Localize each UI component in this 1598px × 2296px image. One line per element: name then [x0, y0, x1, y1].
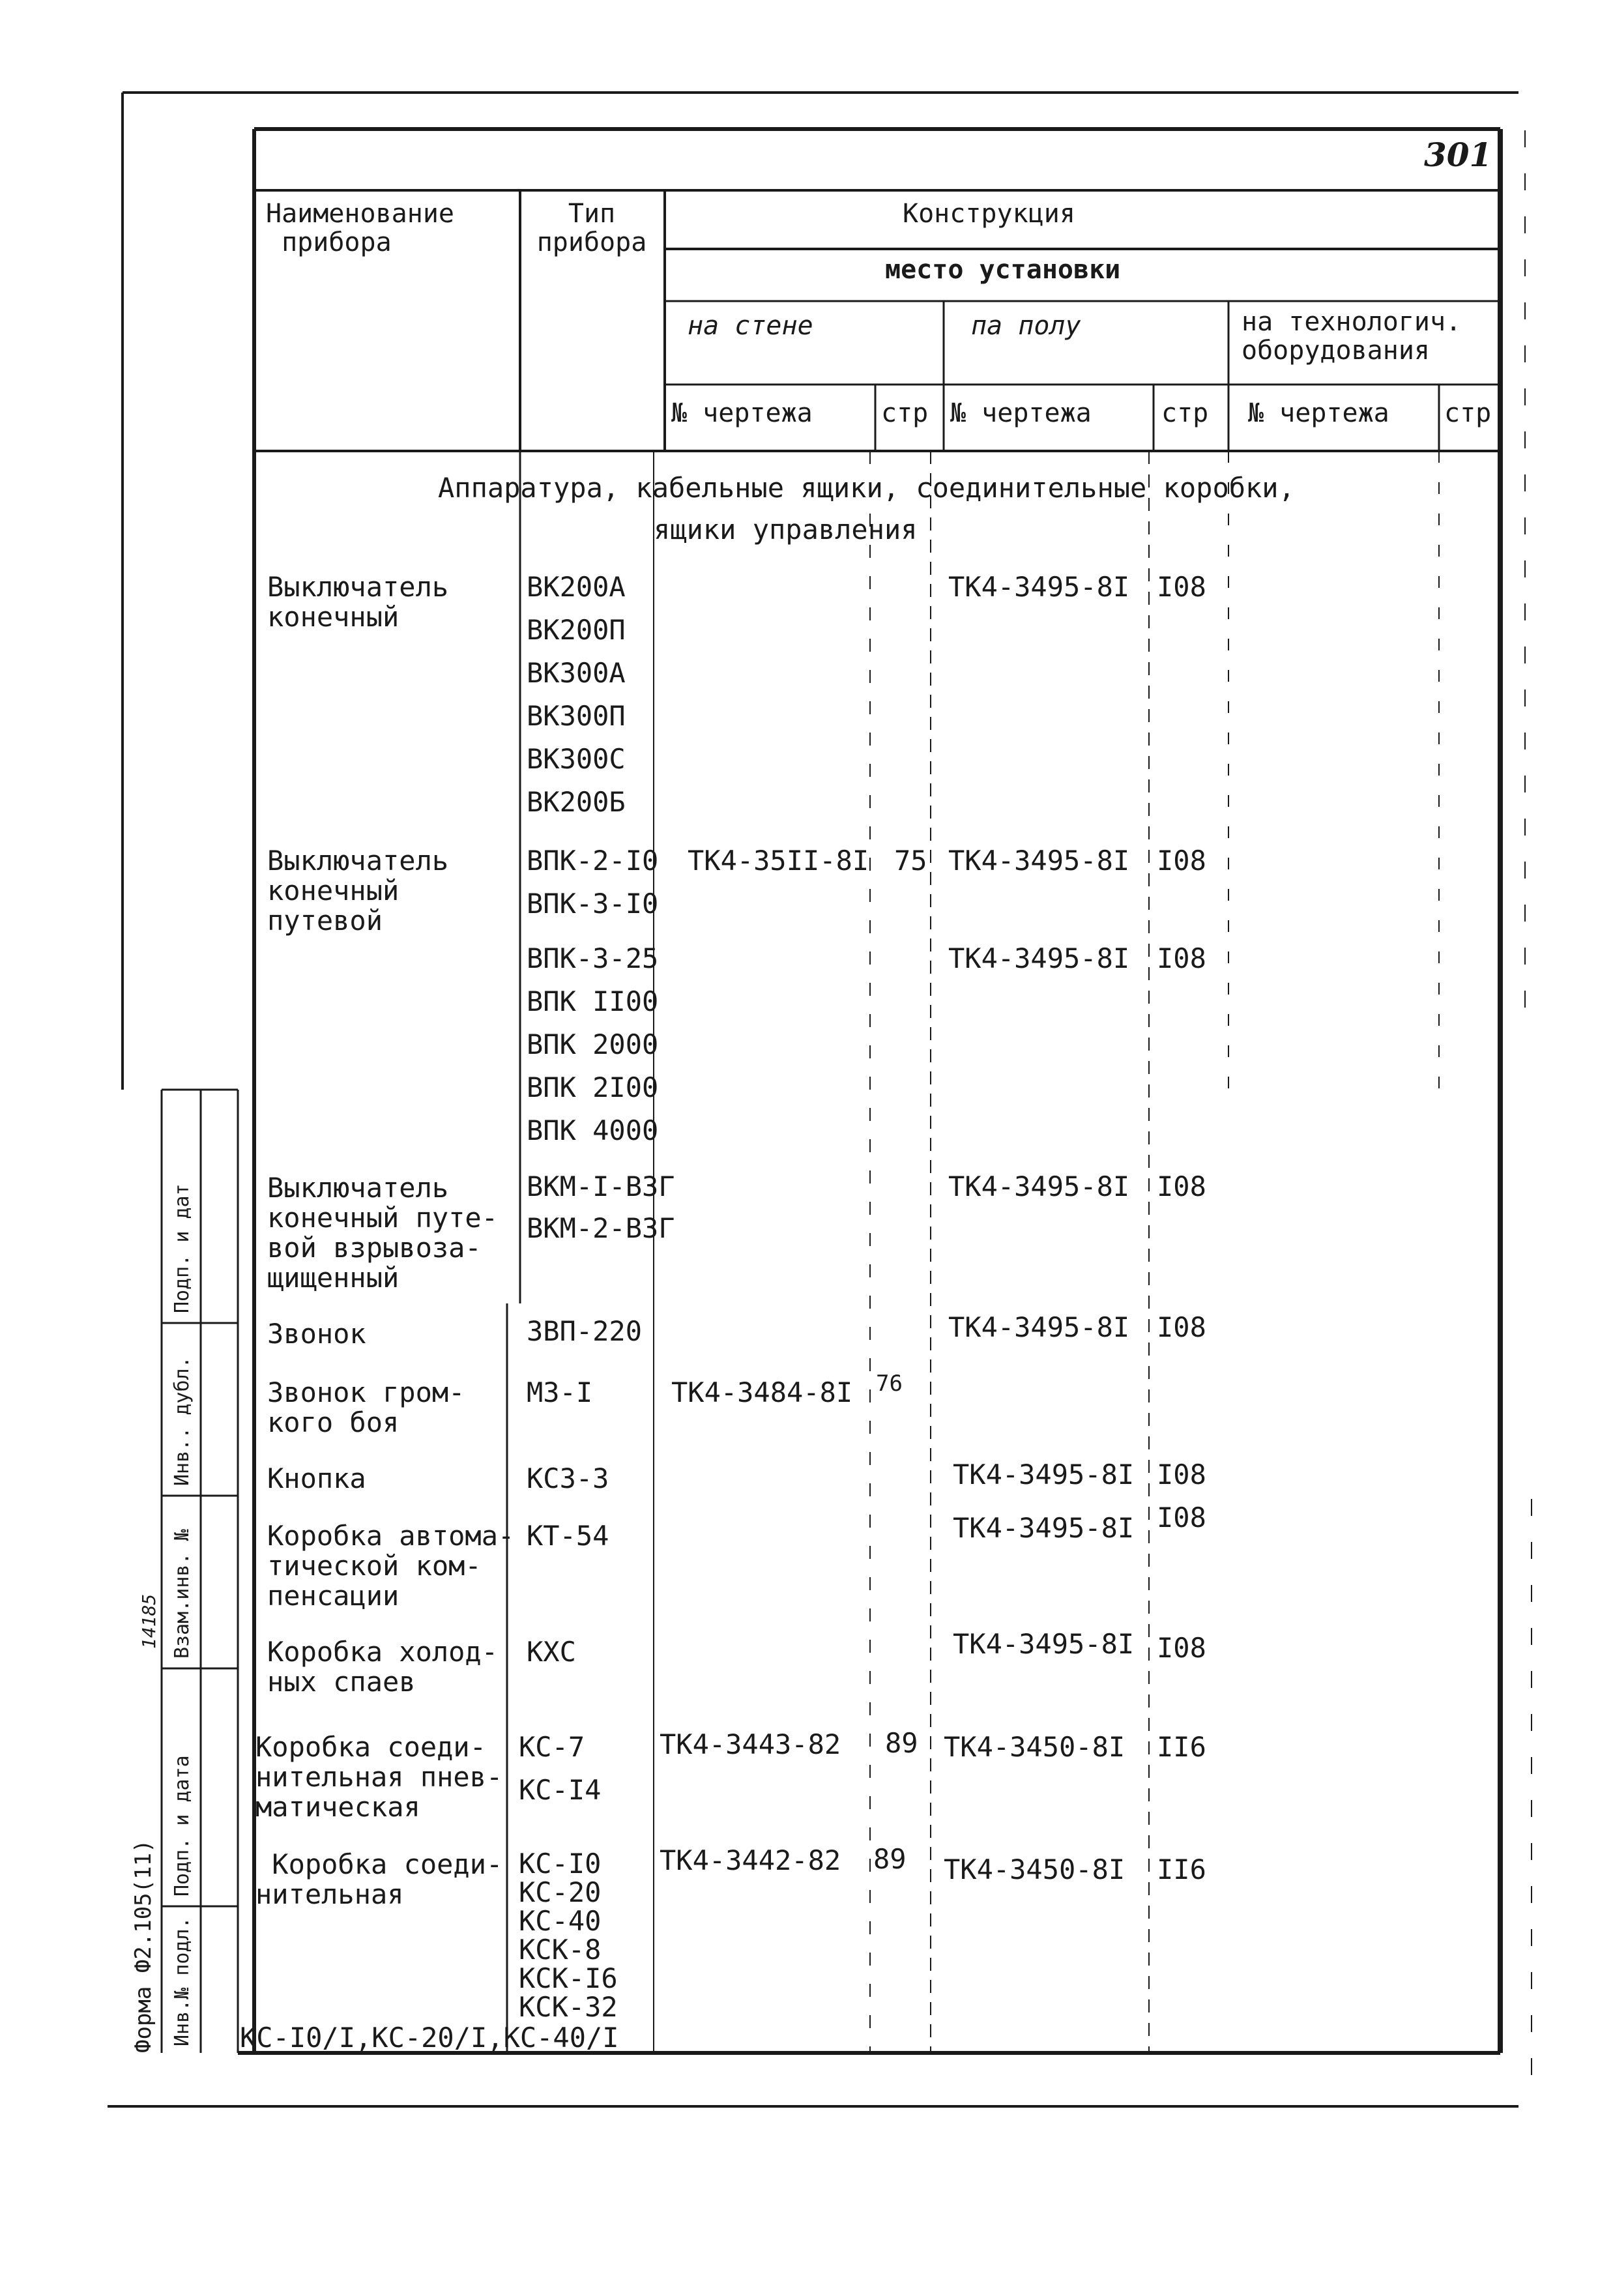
- row-type: КХС: [527, 1636, 576, 1668]
- floor-drawing: ТК4-3450-8I: [944, 1731, 1126, 1763]
- row-type: ВК200А: [527, 571, 626, 603]
- header-equipment: на технологич. оборудования: [1242, 307, 1462, 366]
- header-page-equipment: стр: [1444, 398, 1492, 428]
- wall-page: 76: [876, 1371, 903, 1397]
- header-drawing-floor: № чертежа: [950, 398, 1092, 428]
- floor-page: I08: [1157, 1632, 1206, 1664]
- row-type: КС-I4: [519, 1774, 602, 1806]
- row-type: ВПК II00: [527, 985, 659, 1017]
- wall-page: 89: [873, 1843, 907, 1875]
- header-floor: па полу: [971, 311, 1081, 341]
- wall-page: 89: [885, 1727, 918, 1759]
- row-type: ВПК-3-25: [527, 942, 659, 974]
- row-type: КСК-I6: [519, 1962, 618, 1994]
- header-name: Наименование прибора: [266, 199, 454, 257]
- row-type: ЗВП-220: [527, 1315, 643, 1347]
- strip-label: Инв.. дубл.: [171, 1356, 194, 1486]
- header-install-place: место установки: [885, 255, 1121, 285]
- floor-drawing: ТК4-3495-8I: [948, 845, 1130, 877]
- header-page-wall: стр: [881, 398, 929, 428]
- floor-page: I08: [1157, 1459, 1206, 1490]
- row-type: ВПК-2-I0: [527, 845, 659, 877]
- row-type: ВПК-3-I0: [527, 888, 659, 920]
- floor-page: I08: [1157, 1311, 1206, 1343]
- row-type: КСК-32: [519, 1991, 618, 2023]
- row-name: Коробка автома- тической ком- пенсации: [267, 1520, 515, 1612]
- row-name: Звонок: [267, 1318, 366, 1350]
- floor-drawing: ТК4-3495-8I: [948, 942, 1130, 974]
- side-stamp: 14185: [138, 1593, 160, 1649]
- row-type: КС-7: [519, 1731, 585, 1763]
- wall-drawing: ТК4-3484-8I: [671, 1376, 853, 1408]
- header-drawing-wall: № чертежа: [671, 398, 813, 428]
- header-type: Тип прибора: [536, 199, 647, 257]
- row-name: Выключатель конечный путевой: [267, 845, 449, 937]
- row-type: МЗ-I: [527, 1376, 593, 1408]
- row-type: ВПК 2000: [527, 1028, 659, 1060]
- row-type: ВКМ-2-ВЗГ: [527, 1212, 675, 1244]
- strip-label: Инв.№ подл.: [171, 1917, 194, 2046]
- header-construction: Конструкция: [903, 199, 1075, 229]
- floor-page: I08: [1157, 845, 1206, 877]
- row-type: ВК300П: [527, 700, 626, 732]
- floor-page: II6: [1157, 1853, 1206, 1885]
- row-type: КТ-54: [527, 1520, 609, 1552]
- floor-page: I08: [1157, 942, 1206, 974]
- row-type: ВК200П: [527, 614, 626, 646]
- wall-page: 75: [894, 845, 927, 877]
- row-name: Кнопка: [267, 1462, 366, 1494]
- row-name: Коробка соеди- нительная пнев- матическая: [255, 1731, 503, 1823]
- strip-label: Взам.инв. №: [171, 1529, 194, 1659]
- header-wall: на стене: [688, 311, 813, 341]
- floor-drawing: ТК4-3495-8I: [953, 1459, 1135, 1490]
- page-number: 301: [1424, 136, 1492, 174]
- wall-drawing: ТК4-3443-82: [660, 1728, 841, 1760]
- floor-drawing: ТК4-3495-8I: [953, 1628, 1135, 1660]
- floor-page: I08: [1157, 1170, 1206, 1202]
- row-type: ВК300С: [527, 743, 626, 775]
- strip-label: Подп. и дат: [171, 1184, 194, 1313]
- floor-drawing: ТК4-3495-8I: [948, 1170, 1130, 1202]
- footer-types: КС-I0/I,КС-20/I,КС-40/I: [240, 2022, 619, 2054]
- header-page-floor: стр: [1161, 398, 1209, 428]
- row-name: Звонок гром- кого боя: [267, 1376, 465, 1438]
- section-title: Аппаратура, кабельные ящики, соединительные коробки,: [438, 472, 1295, 504]
- row-type: КС-20: [519, 1876, 602, 1908]
- floor-drawing: ТК4-3450-8I: [944, 1853, 1126, 1885]
- row-type: ВКМ-I-ВЗГ: [527, 1170, 675, 1202]
- floor-page: I08: [1157, 571, 1206, 603]
- row-name: Коробка соеди- нительная: [255, 1848, 503, 1910]
- floor-drawing: ТК4-3495-8I: [948, 1311, 1130, 1343]
- floor-drawing: ТК4-3495-8I: [948, 571, 1130, 603]
- floor-drawing: ТК4-3495-8I: [953, 1512, 1135, 1544]
- row-type: ВК300А: [527, 657, 626, 689]
- row-type: КС-40: [519, 1905, 602, 1937]
- row-type: КСЗ-3: [527, 1462, 609, 1494]
- row-type: ВК200Б: [527, 786, 626, 818]
- wall-drawing: ТК4-3442-82: [660, 1844, 841, 1876]
- row-type: КСК-8: [519, 1934, 602, 1966]
- header-drawing-equipment: № чертежа: [1248, 398, 1389, 428]
- floor-page: II6: [1157, 1731, 1206, 1763]
- section-title-cont: ящики управления: [654, 514, 918, 545]
- floor-page: I08: [1157, 1502, 1206, 1533]
- row-name: Выключатель конечный путе- вой взрывоза- щищенный: [267, 1172, 499, 1294]
- row-type: КС-I0: [519, 1848, 602, 1880]
- row-type: ВПК 2I00: [527, 1071, 659, 1103]
- row-type: ВПК 4000: [527, 1114, 659, 1146]
- row-name: Выключатель конечный: [267, 571, 449, 633]
- strip-label: Подп. и дата: [171, 1755, 194, 1896]
- row-name: Коробка холод- ных спаев: [267, 1636, 499, 1698]
- form-label: Форма Ф2.105(11): [130, 1839, 156, 2053]
- wall-drawing: ТК4-35II-8I: [688, 845, 869, 877]
